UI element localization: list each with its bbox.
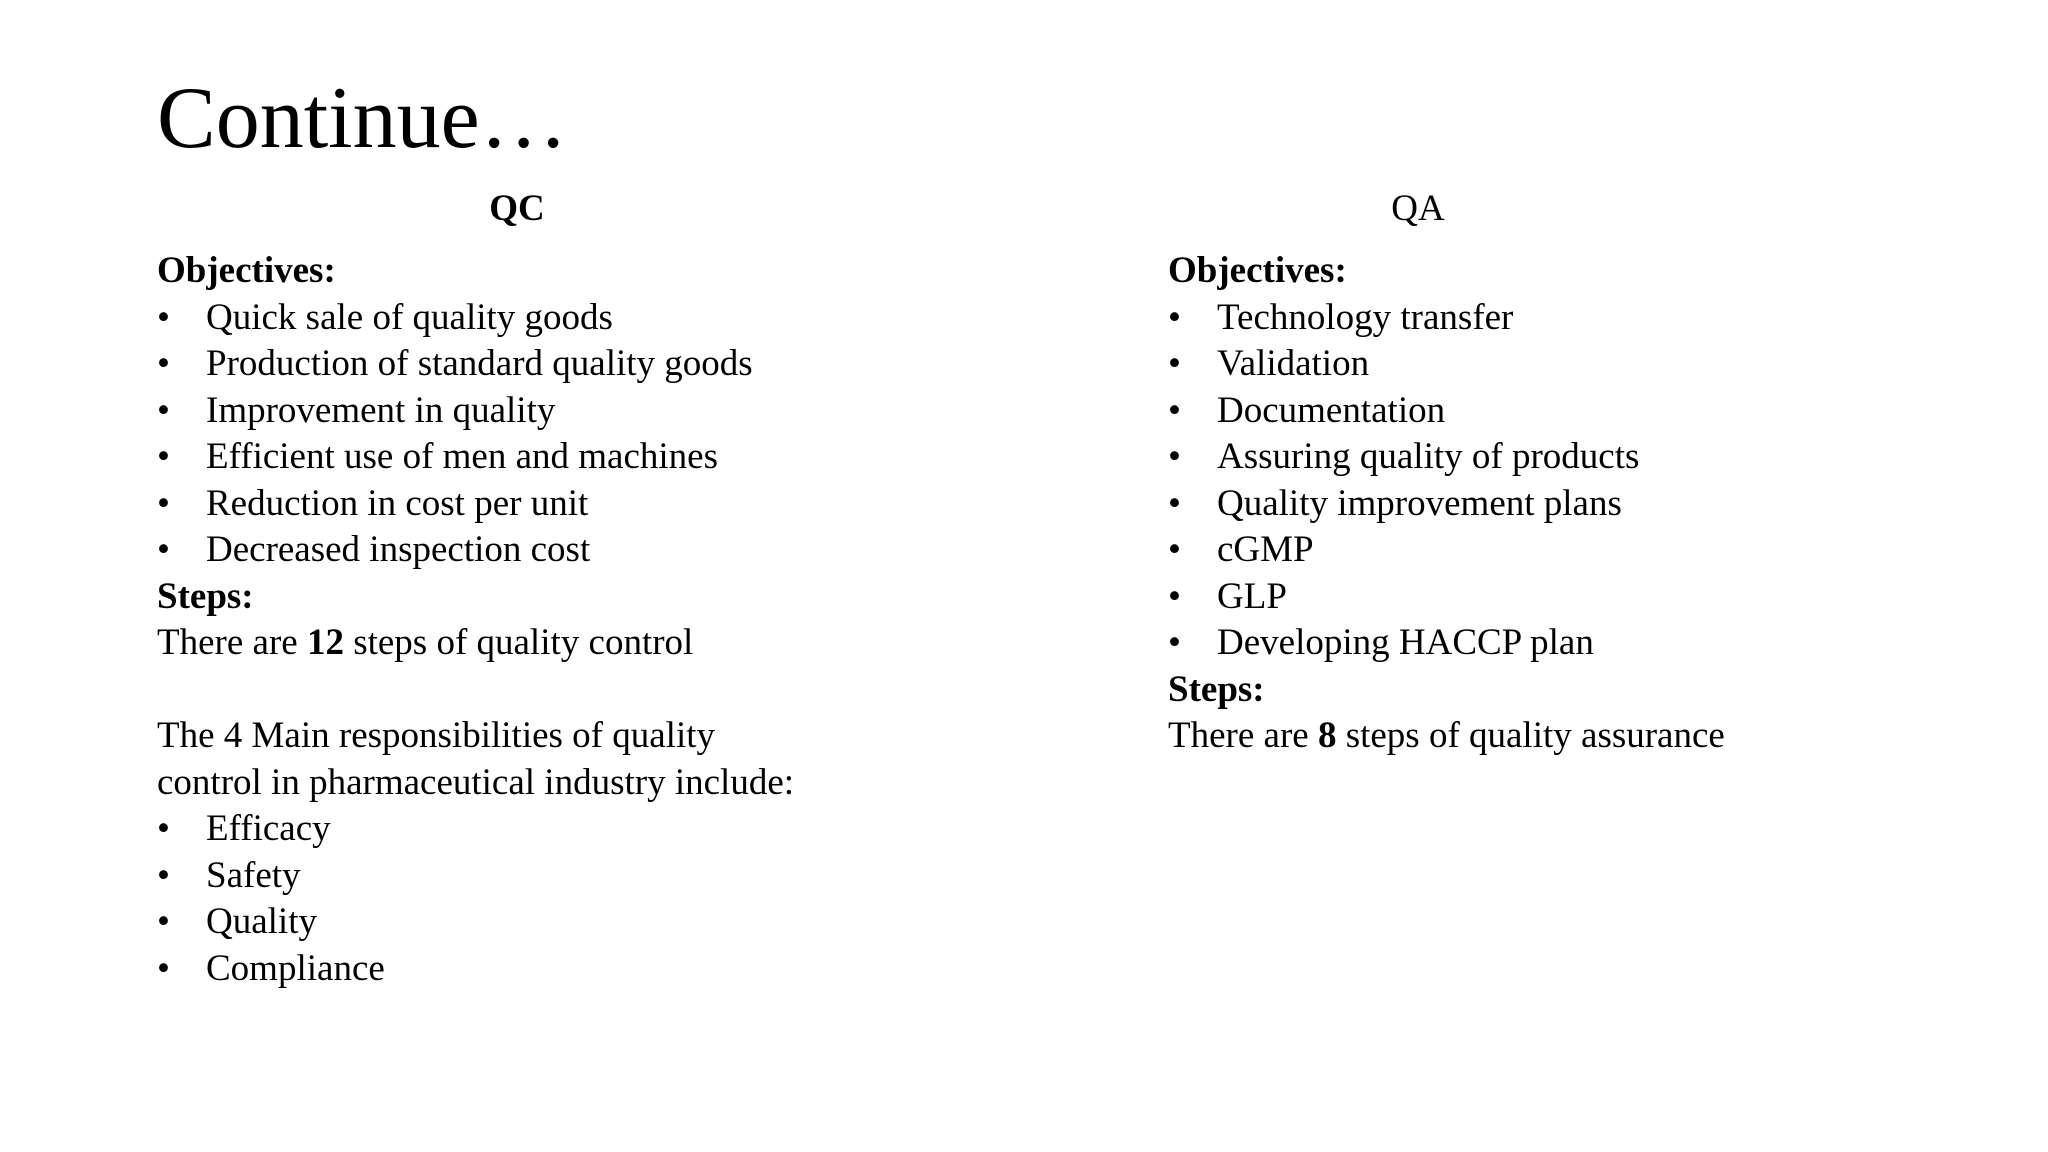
list-item-text: Efficacy: [206, 808, 331, 849]
qa-steps-count: 8: [1317, 715, 1337, 756]
qc-responsibilities-intro-2: control in pharmaceutical industry include:: [157, 761, 795, 803]
list-item: [1168, 388, 1888, 435]
list-item-text: Quality: [206, 901, 317, 942]
bullet-icon: •: [1168, 389, 1181, 431]
bullet-icon: •: [157, 947, 170, 989]
bullet-icon: •: [1168, 343, 1181, 384]
bullet-icon: •: [1168, 482, 1181, 524]
list-item: [1168, 620, 1888, 667]
list-item: [157, 295, 877, 342]
bullet-icon: •: [157, 808, 170, 849]
bullet-icon: •: [157, 529, 170, 570]
qc-responsibilities-intro-1: The 4 Main responsibilities of quality: [157, 715, 715, 756]
list-item: [1168, 295, 1888, 342]
list-item-text: Documentation: [1217, 389, 1446, 431]
list-item-text: Quality improvement plans: [1217, 482, 1622, 524]
qc-steps-suffix: steps of quality control: [343, 622, 694, 663]
qc-objectives-list: [157, 295, 877, 574]
bullet-icon: •: [157, 901, 170, 942]
bullet-icon: •: [157, 389, 170, 431]
list-item: [1168, 481, 1888, 528]
qa-column: [1168, 186, 1888, 760]
bullet-icon: •: [1168, 622, 1181, 663]
list-item-text: cGMP: [1217, 529, 1314, 570]
list-item: [1168, 434, 1888, 481]
list-item: [157, 946, 877, 993]
list-item-text: Decreased inspection cost: [206, 529, 591, 570]
list-item: [157, 341, 877, 388]
qa-objectives-list: [1168, 295, 1888, 667]
bullet-icon: •: [157, 296, 170, 338]
qc-body: [157, 248, 877, 992]
list-item: [1168, 341, 1888, 388]
list-item-text: Safety: [206, 854, 301, 896]
list-item: [157, 899, 877, 946]
list-item-text: Technology transfer: [1217, 296, 1514, 338]
qc-objectives-label: Objectives:: [157, 250, 336, 291]
bullet-icon: •: [1168, 529, 1181, 570]
qc-heading: QC: [489, 188, 545, 229]
bullet-icon: •: [1168, 575, 1181, 617]
list-item-text: Developing HACCP plan: [1217, 622, 1594, 663]
bullet-icon: •: [1168, 436, 1181, 477]
list-item: [157, 853, 877, 900]
list-item: [157, 434, 877, 481]
bullet-icon: •: [157, 436, 170, 477]
qc-steps-label: Steps:: [157, 575, 254, 617]
list-item: [157, 806, 877, 853]
qa-steps-label: Steps:: [1168, 668, 1265, 710]
list-item-text: Quick sale of quality goods: [206, 296, 613, 338]
list-item: [1168, 574, 1888, 621]
qa-objectives-label: Objectives:: [1168, 250, 1347, 291]
list-item-text: Validation: [1217, 343, 1370, 384]
qc-steps-text: [157, 620, 877, 667]
spacer: [157, 667, 877, 714]
list-item-text: Improvement in quality: [206, 389, 556, 431]
qa-steps-prefix: There are: [1168, 715, 1318, 756]
bullet-icon: •: [1168, 296, 1181, 338]
qa-steps-suffix: steps of quality assurance: [1336, 715, 1725, 756]
list-item-text: Production of standard quality goods: [206, 343, 753, 384]
list-item: [157, 527, 877, 574]
list-item-text: Compliance: [206, 947, 385, 989]
qc-responsibilities-list: [157, 806, 877, 992]
list-item-text: Assuring quality of products: [1217, 436, 1640, 477]
qc-steps-count: 12: [306, 622, 344, 663]
bullet-icon: •: [157, 854, 170, 896]
list-item: [157, 481, 877, 528]
bullet-icon: •: [157, 482, 170, 524]
list-item-text: GLP: [1217, 575, 1287, 617]
qa-body: [1168, 248, 1888, 760]
slide-title: Continue…: [157, 70, 568, 167]
qc-column: [157, 186, 877, 992]
bullet-icon: •: [157, 343, 170, 384]
qa-steps-text: [1168, 713, 1888, 760]
qc-steps-prefix: There are: [157, 622, 307, 663]
list-item: [157, 388, 877, 435]
list-item-text: Reduction in cost per unit: [206, 482, 589, 524]
list-item-text: Efficient use of men and machines: [206, 436, 719, 477]
qa-heading: QA: [1391, 188, 1445, 229]
list-item: [1168, 527, 1888, 574]
